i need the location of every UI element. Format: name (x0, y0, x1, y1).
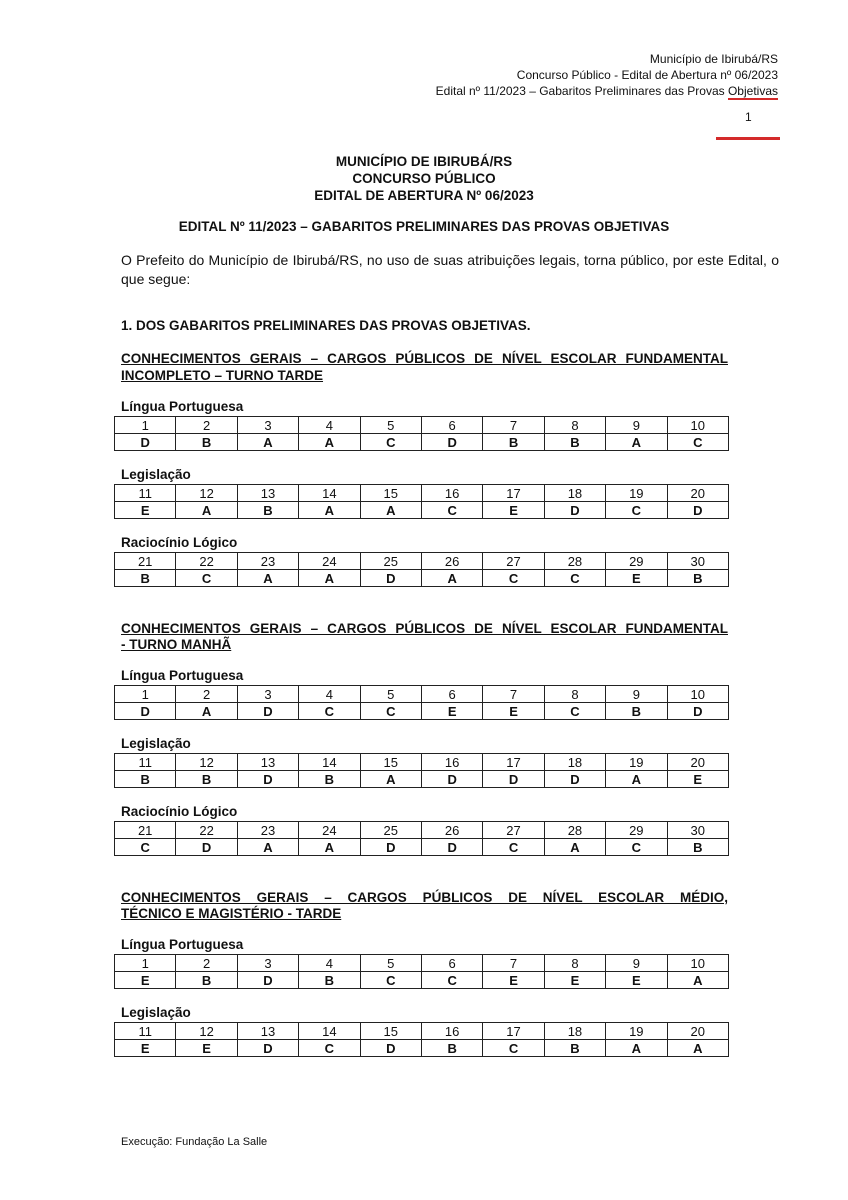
question-number: 9 (606, 417, 667, 434)
subject-label: Legislação (121, 1005, 191, 1020)
answer-letter: A (299, 839, 360, 856)
question-number: 29 (606, 553, 667, 570)
question-number: 26 (421, 553, 482, 570)
answer-letter: B (667, 570, 728, 587)
answer-letter: C (483, 570, 544, 587)
question-number: 25 (360, 553, 421, 570)
question-number: 18 (544, 485, 605, 502)
answer-table (114, 685, 729, 720)
answer-letter: B (421, 1040, 482, 1057)
question-number: 24 (299, 553, 360, 570)
question-row (115, 553, 729, 570)
answer-letter: E (483, 972, 544, 989)
answer-letter: A (176, 502, 237, 519)
question-number: 6 (421, 417, 482, 434)
question-number: 19 (606, 1023, 667, 1040)
question-number: 15 (360, 754, 421, 771)
answer-letter: B (176, 434, 237, 451)
answer-letter: D (360, 839, 421, 856)
question-number: 22 (176, 822, 237, 839)
answer-letter: C (483, 839, 544, 856)
answer-letter: B (299, 771, 360, 788)
question-number: 3 (237, 955, 298, 972)
subject-label: Raciocínio Lógico (121, 804, 238, 819)
question-number: 25 (360, 822, 421, 839)
answer-letter: D (237, 771, 298, 788)
question-number: 2 (176, 417, 237, 434)
question-number: 30 (667, 822, 728, 839)
question-number: 19 (606, 754, 667, 771)
answer-letter: D (115, 703, 176, 720)
answer-letter: A (606, 1040, 667, 1057)
answer-letter: C (606, 839, 667, 856)
title-line-1: MUNICÍPIO DE IBIRUBÁ/RS (335, 154, 513, 169)
answer-letter: D (176, 839, 237, 856)
question-number: 7 (483, 417, 544, 434)
answer-letter: B (115, 771, 176, 788)
answer-table (114, 821, 729, 856)
question-number: 19 (606, 485, 667, 502)
question-number: 11 (115, 485, 176, 502)
question-number: 9 (606, 955, 667, 972)
question-number: 14 (299, 485, 360, 502)
question-number: 20 (667, 485, 728, 502)
group-heading-line1: CONHECIMENTOS GERAIS – CARGOS PÚBLICOS DE NÍVEL ESCOLAR MÉDIO, (121, 890, 728, 905)
answer-letter: A (544, 839, 605, 856)
answer-letter: C (544, 703, 605, 720)
answer-table (114, 484, 729, 519)
question-row (115, 485, 729, 502)
question-number: 26 (421, 822, 482, 839)
question-number: 2 (176, 686, 237, 703)
answer-letter: B (176, 771, 237, 788)
question-number: 18 (544, 754, 605, 771)
answer-row (115, 972, 729, 989)
answer-letter: C (606, 502, 667, 519)
group-heading-line2: - TURNO MANHÃ (121, 637, 232, 652)
question-number: 17 (483, 754, 544, 771)
answer-letter: C (421, 502, 482, 519)
question-number: 16 (421, 1023, 482, 1040)
answer-table (114, 1022, 729, 1057)
answer-row (115, 1040, 729, 1057)
question-number: 10 (667, 686, 728, 703)
question-number: 13 (237, 754, 298, 771)
subject-label: Legislação (121, 736, 191, 751)
answer-letter: E (483, 502, 544, 519)
answer-letter: A (299, 502, 360, 519)
question-number: 15 (360, 485, 421, 502)
group-heading-line2: INCOMPLETO – TURNO TARDE (121, 368, 324, 383)
question-number: 21 (115, 822, 176, 839)
answer-letter: B (544, 1040, 605, 1057)
question-row (115, 417, 729, 434)
question-number: 24 (299, 822, 360, 839)
answer-letter: B (544, 434, 605, 451)
question-number: 13 (237, 485, 298, 502)
answer-letter: E (421, 703, 482, 720)
question-number: 1 (115, 955, 176, 972)
answer-letter: B (176, 972, 237, 989)
question-number: 5 (360, 686, 421, 703)
answer-letter: D (421, 839, 482, 856)
question-number: 16 (421, 485, 482, 502)
edital-title: EDITAL Nº 11/2023 – GABARITOS PRELIMINARES DAS PROVAS OBJETIVAS (178, 219, 670, 234)
answer-letter: B (299, 972, 360, 989)
question-number: 28 (544, 822, 605, 839)
answer-letter: A (176, 703, 237, 720)
footer-credit: Execução: Fundação La Salle (121, 1136, 268, 1148)
question-number: 5 (360, 955, 421, 972)
subject-label: Língua Portuguesa (121, 399, 244, 414)
answer-letter: B (667, 839, 728, 856)
answer-letter: A (667, 972, 728, 989)
page-header (436, 51, 778, 99)
answer-letter: C (360, 972, 421, 989)
header-contest: Concurso Público - Edital de Abertura nº 06/2023 (516, 68, 778, 82)
header-edital-text: Edital nº 11/2023 – Gabaritos Preliminares das Provas (435, 84, 728, 98)
question-number: 12 (176, 754, 237, 771)
answer-letter: B (237, 502, 298, 519)
answer-letter: C (544, 570, 605, 587)
answer-letter: A (606, 434, 667, 451)
answer-row (115, 570, 729, 587)
answer-letter: A (667, 1040, 728, 1057)
question-number: 8 (544, 955, 605, 972)
question-row (115, 822, 729, 839)
answer-letter: C (299, 703, 360, 720)
intro-paragraph: O Prefeito do Município de Ibirubá/RS, no uso de suas atribuições legais, torna público, por este Edital, o que segue: (121, 252, 779, 287)
section-heading: 1. DOS GABARITOS PRELIMINARES DAS PROVAS OBJETIVAS. (121, 318, 531, 333)
answer-letter: B (483, 434, 544, 451)
question-number: 8 (544, 686, 605, 703)
answer-letter: E (115, 1040, 176, 1057)
answer-row (115, 839, 729, 856)
answer-letter: A (299, 570, 360, 587)
group-heading-line1: CONHECIMENTOS GERAIS – CARGOS PÚBLICOS DE NÍVEL ESCOLAR FUNDAMENTAL (121, 621, 728, 636)
answer-letter: A (421, 570, 482, 587)
question-number: 1 (115, 686, 176, 703)
question-number: 1 (115, 417, 176, 434)
answer-letter: C (360, 434, 421, 451)
question-number: 4 (299, 686, 360, 703)
answer-row (115, 703, 729, 720)
answer-letter: D (237, 703, 298, 720)
question-number: 18 (544, 1023, 605, 1040)
header-edital (436, 83, 778, 99)
question-number: 6 (421, 686, 482, 703)
answer-letter: C (360, 703, 421, 720)
answer-letter: E (667, 771, 728, 788)
answer-letter: A (360, 502, 421, 519)
answer-letter: A (237, 570, 298, 587)
question-number: 21 (115, 553, 176, 570)
answer-row (115, 502, 729, 519)
group-heading-line1: CONHECIMENTOS GERAIS – CARGOS PÚBLICOS DE NÍVEL ESCOLAR FUNDAMENTAL (121, 351, 728, 366)
question-number: 23 (237, 553, 298, 570)
answer-row (115, 771, 729, 788)
question-number: 29 (606, 822, 667, 839)
question-number: 22 (176, 553, 237, 570)
question-number: 27 (483, 553, 544, 570)
question-number: 17 (483, 1023, 544, 1040)
question-number: 4 (299, 955, 360, 972)
question-number: 6 (421, 955, 482, 972)
question-number: 11 (115, 1023, 176, 1040)
document-title (0, 153, 848, 204)
answer-letter: D (544, 502, 605, 519)
answer-letter: D (667, 703, 728, 720)
answer-letter: D (237, 972, 298, 989)
answer-table (114, 416, 729, 451)
answer-letter: D (115, 434, 176, 451)
page-number-rule (716, 137, 780, 140)
question-number: 14 (299, 754, 360, 771)
page-number: 1 (745, 110, 752, 124)
answer-table (114, 552, 729, 587)
question-number: 12 (176, 485, 237, 502)
answer-letter: D (483, 771, 544, 788)
question-number: 15 (360, 1023, 421, 1040)
answer-letter: C (299, 1040, 360, 1057)
answer-letter: C (667, 434, 728, 451)
answer-letter: D (237, 1040, 298, 1057)
subject-label: Língua Portuguesa (121, 668, 244, 683)
question-number: 11 (115, 754, 176, 771)
question-number: 2 (176, 955, 237, 972)
question-number: 23 (237, 822, 298, 839)
answer-letter: E (176, 1040, 237, 1057)
question-number: 7 (483, 686, 544, 703)
question-number: 7 (483, 955, 544, 972)
answer-table (114, 753, 729, 788)
group-heading-line2: TÉCNICO E MAGISTÉRIO - TARDE (121, 906, 342, 921)
question-number: 3 (237, 686, 298, 703)
header-municipality: Município de Ibirubá/RS (649, 52, 778, 66)
answer-letter: D (421, 771, 482, 788)
question-number: 20 (667, 754, 728, 771)
subject-label: Língua Portuguesa (121, 937, 244, 952)
question-row (115, 955, 729, 972)
question-number: 20 (667, 1023, 728, 1040)
answer-letter: E (115, 502, 176, 519)
question-number: 27 (483, 822, 544, 839)
question-number: 28 (544, 553, 605, 570)
subject-label: Raciocínio Lógico (121, 535, 238, 550)
answer-letter: A (299, 434, 360, 451)
answer-letter: E (606, 972, 667, 989)
answer-letter: B (115, 570, 176, 587)
question-number: 10 (667, 417, 728, 434)
answer-letter: A (606, 771, 667, 788)
answer-letter: E (606, 570, 667, 587)
question-number: 9 (606, 686, 667, 703)
title-line-2: CONCURSO PÚBLICO (352, 171, 496, 186)
question-number: 12 (176, 1023, 237, 1040)
answer-letter: C (421, 972, 482, 989)
question-number: 10 (667, 955, 728, 972)
question-number: 13 (237, 1023, 298, 1040)
question-number: 30 (667, 553, 728, 570)
answer-letter: B (606, 703, 667, 720)
answer-letter: A (237, 839, 298, 856)
question-number: 4 (299, 417, 360, 434)
answer-letter: E (483, 703, 544, 720)
question-row (115, 686, 729, 703)
answer-letter: D (360, 570, 421, 587)
question-number: 14 (299, 1023, 360, 1040)
answer-table (114, 954, 729, 989)
title-line-3: EDITAL DE ABERTURA Nº 06/2023 (314, 188, 534, 203)
answer-letter: D (544, 771, 605, 788)
question-number: 17 (483, 485, 544, 502)
question-number: 16 (421, 754, 482, 771)
answer-letter: D (667, 502, 728, 519)
answer-letter: C (483, 1040, 544, 1057)
answer-letter: E (115, 972, 176, 989)
question-number: 8 (544, 417, 605, 434)
answer-row (115, 434, 729, 451)
answer-letter: A (360, 771, 421, 788)
question-row (115, 754, 729, 771)
subject-label: Legislação (121, 467, 191, 482)
answer-letter: D (360, 1040, 421, 1057)
question-number: 3 (237, 417, 298, 434)
question-row (115, 1023, 729, 1040)
answer-letter: C (115, 839, 176, 856)
answer-letter: E (544, 972, 605, 989)
answer-letter: D (421, 434, 482, 451)
header-edital-underlined: Objetivas (727, 84, 778, 98)
answer-letter: A (237, 434, 298, 451)
answer-letter: C (176, 570, 237, 587)
question-number: 5 (360, 417, 421, 434)
